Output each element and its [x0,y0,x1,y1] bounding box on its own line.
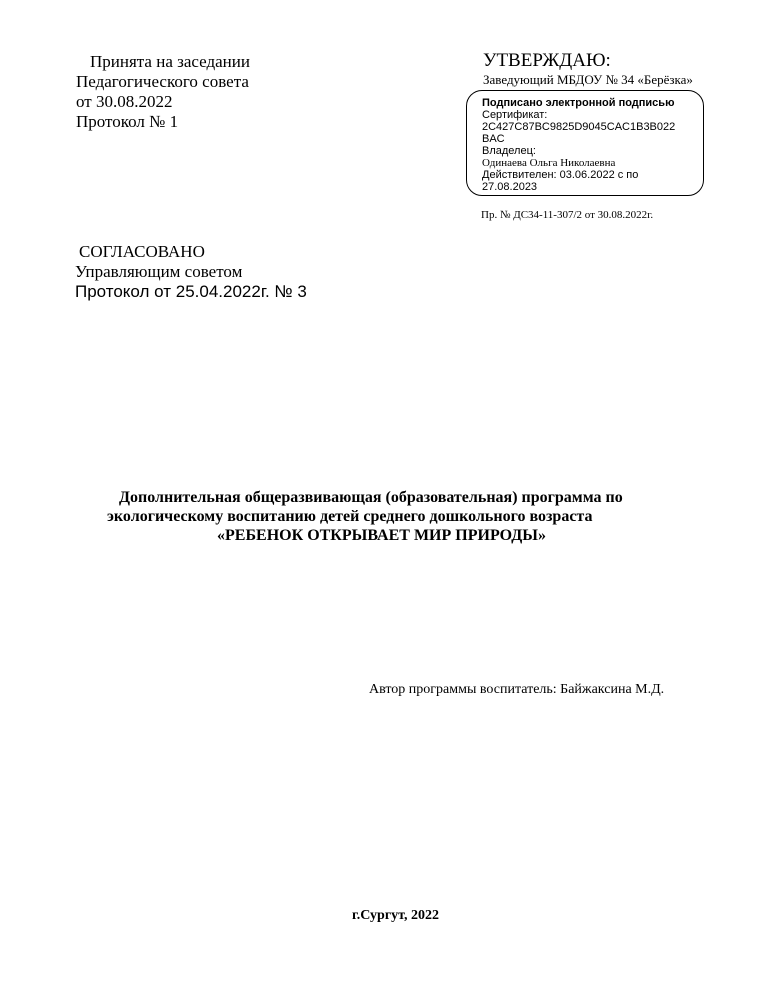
signature-valid-line-1: Действителен: 03.06.2022 с по [482,169,639,181]
signature-cert-line-2: BAC [482,133,505,145]
program-title [90,488,730,545]
agreed-block [75,242,307,302]
accepted-line-2: Педагогического совета [76,72,249,91]
agreed-protocol: Протокол от 25.04.2022г. № 3 [75,282,307,301]
electronic-signature-stamp [466,90,704,196]
signature-cert-label: Сертификат: [482,109,548,121]
signature-valid-line-2: 27.08.2023 [482,181,538,193]
agreed-council: Управляющим советом [75,262,243,281]
program-title-line-3: «РЕБЕНОК ОТКРЫВАЕТ МИР ПРИРОДЫ» [217,527,546,544]
city-year: г.Сургут, 2022 [352,908,440,923]
signature-cert-line-1: 2C427C87BC9825D9045CAC1B3B022 [482,121,676,133]
agreed-title: СОГЛАСОВАНО [79,242,205,261]
accepted-protocol: Протокол № 1 [76,112,179,131]
accepted-date: от 30.08.2022 [76,92,173,111]
signature-owner-name: Одинаева Ольга Николаевна [482,157,616,169]
accepted-block [76,52,250,132]
program-author: Автор программы воспитатель: Байжаксина М.Д. [369,682,665,697]
program-title-line-2: экологическому воспитанию детей среднего дошкольного возраста [107,508,593,525]
approve-block [483,50,693,88]
approve-head: Заведующий МБДОУ № 34 «Берёзка» [483,72,693,87]
signature-header: Подписано электронной подписью [482,97,675,109]
program-title-line-1: Дополнительная общеразвивающая (образовательная) программа по [119,489,623,506]
approve-title: УТВЕРЖДАЮ: [483,50,611,71]
order-number: Пр. № ДС34-11-307/2 от 30.08.2022г. [481,209,654,221]
signature-owner-label: Владелец: [482,145,536,157]
accepted-line-1: Принята на заседании [90,52,250,71]
